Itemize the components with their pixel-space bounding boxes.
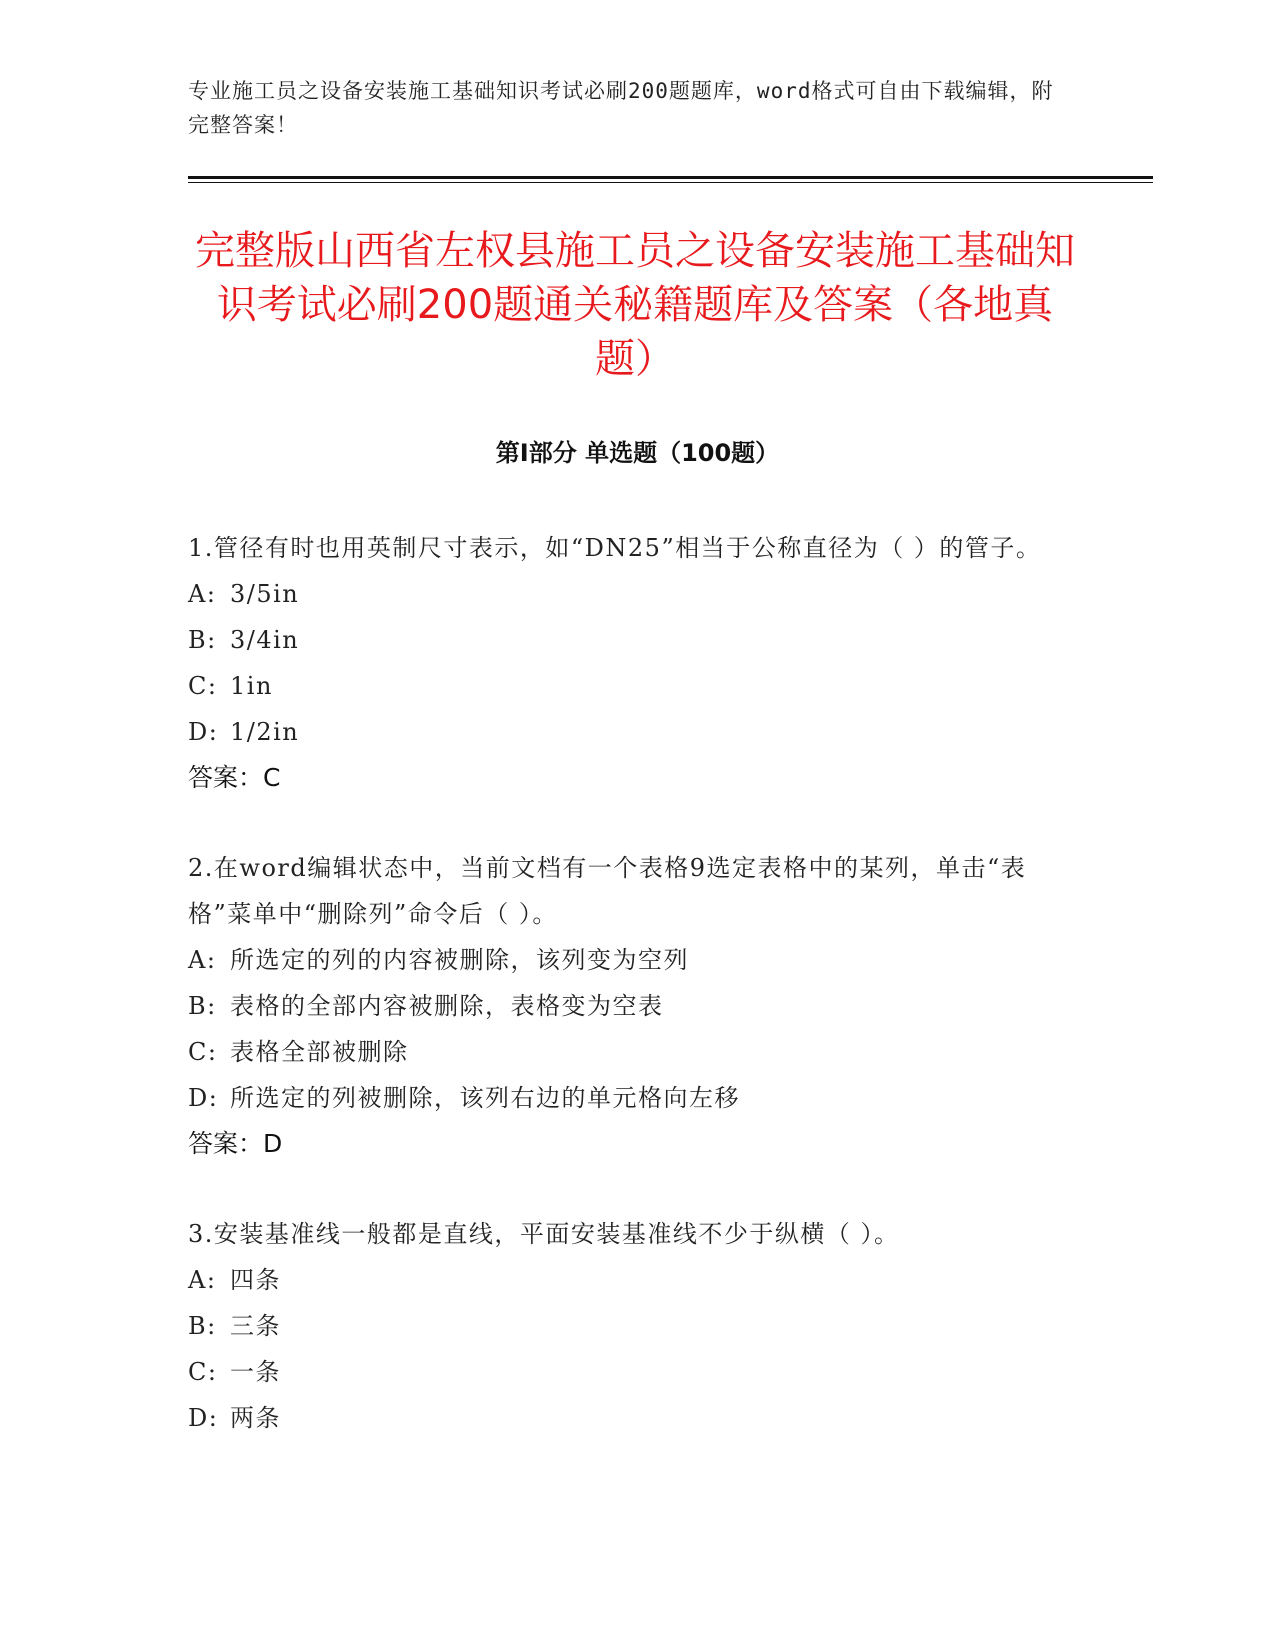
answer: 答案：D (188, 1129, 283, 1158)
option-b (188, 983, 1068, 1029)
option-d (188, 709, 1068, 755)
option-c (188, 1029, 1068, 1075)
option-key: B: (188, 992, 217, 1020)
option-key: D: (188, 1404, 219, 1432)
option-text: 表格的全部内容被删除，表格变为空表 (230, 992, 664, 1020)
question-list (188, 525, 1068, 1485)
option-c (188, 663, 1068, 709)
option-text: 一条 (230, 1358, 281, 1386)
answer: 答案：C (188, 763, 281, 792)
option-text: 3/5in (230, 580, 300, 608)
header-rule-thick (188, 176, 1153, 179)
document-title: 完整版山西省左权县施工员之设备安装施工基础知识考试必刷200题通关秘籍题库及答案（各地真题） (195, 228, 1075, 382)
option-d (188, 1075, 1068, 1121)
option-text: 两条 (230, 1404, 281, 1432)
option-a (188, 937, 1068, 983)
option-key: A: (188, 1266, 217, 1294)
header-rule-thin (188, 182, 1153, 183)
option-key: A: (188, 946, 217, 974)
option-key: D: (188, 1084, 219, 1112)
option-key: C: (188, 672, 218, 700)
option-b (188, 617, 1068, 663)
question-text: 2.在word编辑状态中，当前文档有一个表格9选定表格中的某列，单击“表格”菜单中“删除列”命令后（ ）。 (188, 854, 1027, 928)
option-key: D: (188, 718, 219, 746)
option-text: 四条 (230, 1266, 281, 1294)
option-key: C: (188, 1038, 218, 1066)
option-text: 3/4in (230, 626, 300, 654)
header-note: 专业施工员之设备安装施工基础知识考试必刷200题题库，word格式可自由下载编辑，附完整答案！ (188, 79, 1054, 137)
question-3 (188, 1211, 1068, 1441)
option-text: 三条 (230, 1312, 281, 1340)
option-text: 表格全部被删除 (230, 1038, 409, 1066)
question-text: 3.安装基准线一般都是直线，平面安装基准线不少于纵横（ ）。 (188, 1220, 900, 1248)
option-c (188, 1349, 1068, 1395)
option-d (188, 1395, 1068, 1441)
option-text: 1/2in (230, 718, 300, 746)
option-key: B: (188, 626, 217, 654)
option-text: 所选定的列的内容被删除，该列变为空列 (230, 946, 689, 974)
option-b (188, 1303, 1068, 1349)
option-a (188, 571, 1068, 617)
option-text: 所选定的列被删除，该列右边的单元格向左移 (230, 1084, 740, 1112)
option-a (188, 1257, 1068, 1303)
question-text: 1.管径有时也用英制尺寸表示，如“DN25”相当于公称直径为（ ）的管子。 (188, 534, 1042, 562)
option-key: A: (188, 580, 217, 608)
question-2 (188, 845, 1068, 1167)
option-key: B: (188, 1312, 217, 1340)
option-key: C: (188, 1358, 218, 1386)
section-title: 第Ⅰ部分 单选题（100题） (495, 439, 780, 467)
option-text: 1in (230, 672, 273, 700)
question-1 (188, 525, 1068, 801)
